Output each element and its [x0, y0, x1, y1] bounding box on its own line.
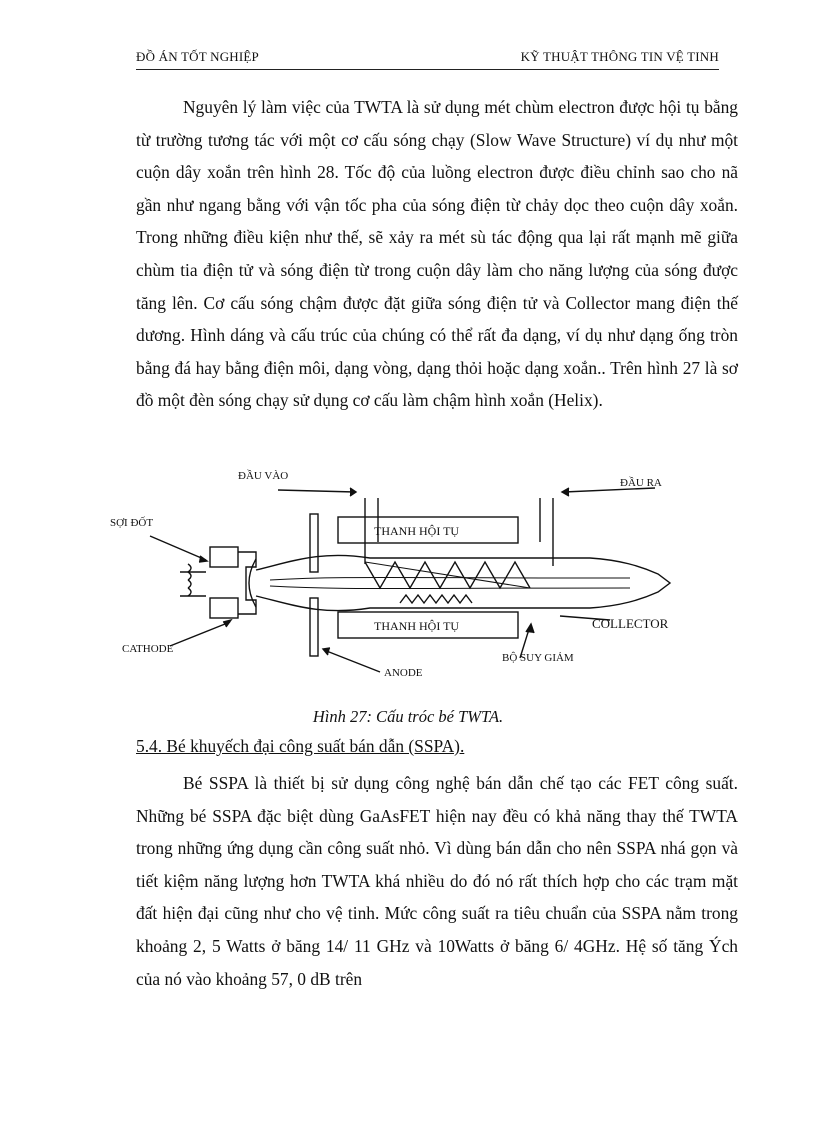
anode-lower-plate	[310, 598, 318, 656]
page-header	[136, 47, 719, 70]
label-input: ĐẦU VÀO	[238, 470, 289, 482]
filament-coil	[188, 564, 191, 596]
label-filament: SỢI ĐỐT	[110, 517, 154, 529]
label-focus-bar-bottom: THANH HỘI TỤ	[374, 619, 460, 633]
paragraph-text: Bé SSPA là thiết bị sử dụng công nghệ bán dẫn chế tạo các FET công suất. Những bé SSPA đặc biệt dùng GaAsFET hiện nay đều có khả năng thay thế TWTA trong những ứng dụng cần công suất nhỏ. Vì dùng bán dẫn cho nên SSPA nhá gọn và tiết kiệm năng lượng hơn TWTA khá nhiều do đó nó rất thích hợp cho các trạm mặt đất hiện đại cũng như cho vệ tinh. Mức công suất ra tiêu chuẩn của SSPA nằm trong khoảng 2, 5 Watts ở băng 14/ 11 GHz và 10Watts ở băng 6/ 4GHz. Hệ số tăng Ých của nó vào khoảng 57, 0 dB trên	[136, 773, 738, 989]
output-coupler	[540, 498, 553, 566]
label-collector: COLLECTOR	[592, 616, 669, 631]
label-output: ĐẦU RA	[620, 477, 662, 489]
anode-upper-plate	[310, 514, 318, 572]
cathode-holder	[238, 552, 256, 614]
label-anode: ANODE	[384, 667, 423, 679]
label-cathode: CATHODE	[122, 643, 174, 655]
cathode-lower-block	[210, 598, 238, 618]
paragraph-twta-principle	[136, 91, 738, 417]
twta-diagram	[110, 462, 710, 692]
header-right-title: KỸ THUẬT THÔNG TIN VỆ TINH	[520, 49, 719, 64]
label-focus-bar-top: THANH HỘI TỤ	[374, 524, 460, 538]
paragraph-sspa	[136, 767, 738, 995]
attenuator-zigzag	[400, 595, 472, 603]
cathode-upper-block	[210, 547, 238, 567]
section-title: 5.4. Bé khuyếch đại công suất bán dẫn (SSPA).	[136, 736, 465, 756]
paragraph-text: Nguyên lý làm việc của TWTA là sử dụng mét chùm electron được hội tụ bằng từ trường tương tác với một cơ cấu sóng chạy (Slow Wave Structure) ví dụ như một cuộn dây xoắn trên hình 28. Tốc độ của luồng electron được điều chỉnh sao cho nã gần như ngang bằng với vận tốc pha của sóng điện từ chảy dọc theo cuộn dây xoắn. Trong những điều kiện như thế, sẽ xảy ra mét sù tác động qua lại rất mạnh mẽ giữa chùm tia điện tử và sóng điện từ trong cuộn dây làm cho năng lượng của sóng được tăng lên. Cơ cấu sóng chậm được đặt giữa sóng điện tử và Collector mang điện thế dương. Hình dáng và cấu trúc của chúng có thể rất đa dạng, ví dụ như dạng ống tròn bằng đá hay bằng điện môi, dạng vòng, dạng thỏi hoặc dạng xoắn.. Trên hình 27 là sơ đồ một đèn sóng chạy sử dụng cơ cấu làm chậm hình xoắn (Helix).	[136, 97, 738, 411]
header-left-title: ĐỒ ÁN TỐT NGHIỆP	[136, 49, 259, 64]
figure-caption: Hình 27: Cấu tróc bé TWTA.	[312, 707, 504, 726]
label-attenuator: BỘ SUY GIẢM	[502, 652, 574, 664]
